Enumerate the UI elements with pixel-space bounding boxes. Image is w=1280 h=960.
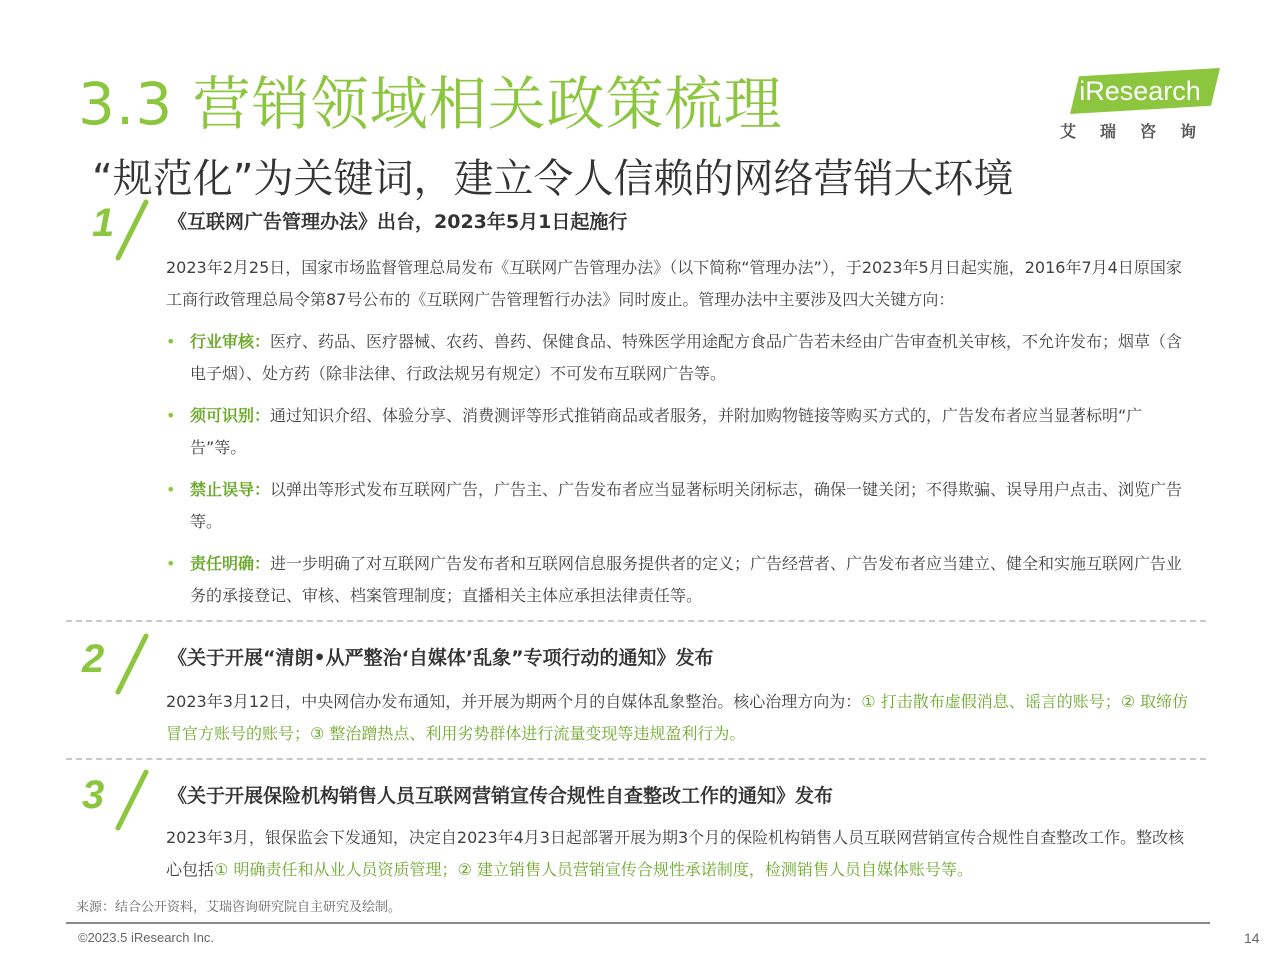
paragraph-text: 2023年3月，银保监会下发通知，决定自2023年4月3日起部署开展为期3个月的保险机构销售人员互联网营销宣传合规性自查整改工作。整改核心包括 xyxy=(166,828,1185,879)
bullet-dot: • xyxy=(166,332,176,351)
bullet-item xyxy=(190,474,1190,538)
slash-icon xyxy=(104,630,154,696)
source-note: 来源：结合公开资料，艾瑞咨询研究院自主研究及绘制。 xyxy=(76,900,402,915)
bullet-dot: • xyxy=(166,406,176,425)
footer-divider xyxy=(66,922,1210,924)
slash-icon xyxy=(104,196,154,262)
section-heading-3: 《关于开展保险机构销售人员互联网营销宣传合规性自查整改工作的通知》发布 xyxy=(168,785,834,807)
paragraph-highlight: ① 明确责任和从业人员资质管理；② 建立销售人员营销宣传合规性承诺制度，检测销售人员自媒体账号等。 xyxy=(214,860,973,879)
section-number-1: 1 xyxy=(92,201,115,245)
section-heading-1: 《互联网广告管理办法》出台，2023年5月1日起施行 xyxy=(168,211,628,233)
section-divider xyxy=(66,620,1206,622)
page-subtitle: “规范化”为关键词，建立令人信赖的网络营销大环境 xyxy=(92,156,1014,202)
bullet-dot: • xyxy=(166,480,176,499)
paragraph-text: 2023年3月12日，中央网信办发布通知，并开展为期两个月的自媒体乱象整治。核心治理方向为： xyxy=(166,692,862,711)
logo-text: iResearch xyxy=(1079,76,1201,106)
bullet-keyword: 行业审核： xyxy=(190,332,271,351)
bullet-item xyxy=(190,326,1190,390)
bullet-item xyxy=(190,548,1190,612)
bullet-keyword: 须可识别： xyxy=(190,406,271,425)
page-number: 14 xyxy=(1244,930,1260,946)
page-title: 3.3 营销领域相关政策梳理 xyxy=(78,70,783,138)
section-number-2: 2 xyxy=(82,637,105,681)
bullet-text: 医疗、药品、医疗器械、农药、兽药、保健食品、特殊医学用途配方食品广告若未经由广告审查机关审核，不允许发布；烟草（含电子烟）、处方药（除非法律、行政法规另有规定）不可发布互联网广告等。 xyxy=(190,332,1183,383)
section-paragraph-3 xyxy=(166,822,1196,886)
bullet-text: 进一步明确了对互联网广告发布者和互联网信息服务提供者的定义；广告经营者、广告发布者应当建立、健全和实施互联网广告业务的承接登记、审核、档案管理制度；直播相关主体应承担法律责任等。 xyxy=(190,554,1183,605)
bullet-text: 以弹出等形式发布互联网广告，广告主、广告发布者应当显著标明关闭标志，确保一键关闭；不得欺骗、误导用户点击、浏览广告等。 xyxy=(190,480,1183,531)
slash-icon xyxy=(104,766,154,832)
paragraph-highlight: ① 打击散布虚假消息、谣言的账号；② 取缔仿冒官方账号的账号；③ 整治蹭热点、利用劣势群体进行流量变现等违规盈利行为。 xyxy=(166,692,1189,743)
bullet-keyword: 禁止误导： xyxy=(190,480,271,499)
bullet-item xyxy=(190,400,1190,464)
bullet-keyword: 责任明确： xyxy=(190,554,271,573)
section-paragraph-2 xyxy=(166,686,1196,750)
copyright: ©2023.5 iResearch Inc. xyxy=(78,930,215,945)
iresearch-logo xyxy=(1060,68,1220,148)
logo-cn-text: 艾瑞咨询 xyxy=(1060,122,1221,141)
section-number-3: 3 xyxy=(82,773,105,817)
section-heading-2: 《关于开展“清朗•从严整治‘自媒体’乱象”专项行动的通知》发布 xyxy=(168,647,714,669)
section-divider xyxy=(66,758,1206,760)
section-paragraph-1: 2023年2月25日，国家市场监督管理总局发布《互联网广告管理办法》（以下简称“管理办法”），于2023年5月日起实施，2016年7月4日原国家工商行政管理总局令第87号公布的《互联网广告管理暂行办法》同时废止。管理办法中主要涉及四大关键方向： xyxy=(166,258,1182,309)
bullet-dot: • xyxy=(166,554,176,573)
bullet-text: 通过知识介绍、体验分享、消费测评等形式推销商品或者服务，并附加购物链接等购买方式的，广告发布者应当显著标明“广告”等。 xyxy=(190,406,1143,457)
